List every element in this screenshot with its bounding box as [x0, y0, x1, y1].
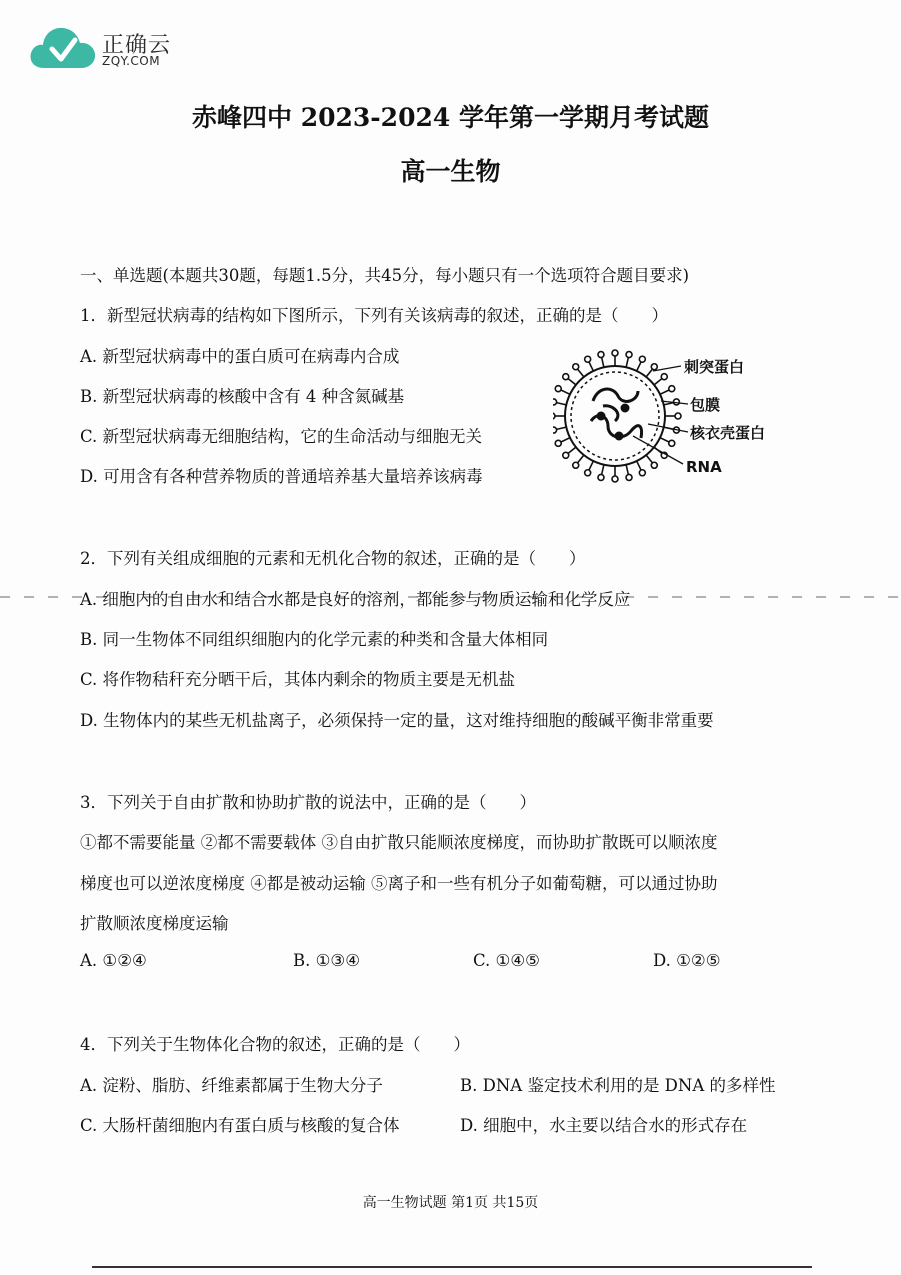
- spike: [561, 390, 570, 394]
- label-capsid-protein: 核衣壳蛋白: [690, 424, 766, 442]
- spike-head: [573, 364, 579, 370]
- spike: [660, 390, 669, 394]
- q3-option-c: C. ①④⑤: [473, 951, 540, 970]
- q3-stem: 3．下列关于自由扩散和协助扩散的说法中，正确的是（ ）: [80, 793, 536, 812]
- q3-option-b: B. ①③④: [293, 951, 360, 970]
- spike: [660, 438, 669, 442]
- spike-head: [639, 356, 645, 362]
- spike: [626, 465, 628, 475]
- q1-option-a: A. 新型冠状病毒中的蛋白质可在病毒内合成: [80, 347, 400, 366]
- q2-option-c: C. 将作物秸秆充分晒干后，其体内剩余的物质主要是无机盐: [80, 670, 516, 689]
- envelope-inner: [571, 372, 659, 460]
- spike-head: [612, 350, 618, 356]
- spike: [589, 461, 593, 470]
- spike: [561, 438, 570, 442]
- q1-stem: 1．新型冠状病毒的结构如下图所示，下列有关该病毒的叙述，正确的是（ ）: [80, 306, 668, 325]
- spike-head: [626, 474, 632, 480]
- q3-body-line-2: 梯度也可以逆浓度梯度 ④都是被动运输 ⑤离子和一些有机分子如葡萄糖，可以通过协助: [80, 874, 718, 893]
- spike-head: [553, 413, 555, 419]
- spike: [637, 362, 641, 371]
- rna-coil: [591, 389, 642, 439]
- spike-head: [598, 474, 604, 480]
- spike: [568, 379, 576, 385]
- q1-option-b: B. 新型冠状病毒的核酸中含有 4 种含氮碱基: [80, 387, 405, 406]
- spike-head: [626, 352, 632, 358]
- spike: [557, 403, 567, 405]
- spike-head: [669, 440, 675, 446]
- q4-option-a: A. 淀粉、脂肪、纤维素都属于生物大分子: [80, 1076, 383, 1095]
- label-spike-protein: 刺突蛋白: [684, 358, 745, 376]
- exam-subject: 高一生物: [400, 157, 501, 186]
- virus-structure-figure: [553, 346, 803, 486]
- spike-head: [585, 356, 591, 362]
- spike: [568, 447, 576, 453]
- spike: [654, 379, 662, 385]
- spike-head: [651, 364, 657, 370]
- bottom-rule: [92, 1266, 812, 1268]
- brand-name-cn: 正确云: [102, 33, 172, 58]
- cloud-check-icon: [28, 22, 98, 72]
- spike-head: [661, 374, 667, 380]
- spike-head: [555, 386, 561, 392]
- spike-head: [651, 462, 657, 468]
- spike-head: [612, 476, 618, 482]
- q4-option-c: C. 大肠杆菌细胞内有蛋白质与核酸的复合体: [80, 1116, 400, 1135]
- spike-head: [675, 413, 681, 419]
- spike-head: [639, 470, 645, 476]
- exam-title: 赤峰四中 2023-2024 学年第一学期月考试题: [192, 103, 709, 132]
- spike: [637, 461, 641, 470]
- spike-head: [573, 462, 579, 468]
- spike: [578, 455, 584, 463]
- spike: [626, 358, 628, 368]
- spike: [557, 427, 567, 429]
- spike: [646, 455, 652, 463]
- q2-option-d: D. 生物体内的某些无机盐离子，必须保持一定的量，这对维持细胞的酸碱平衡非常重要: [80, 711, 714, 730]
- label-envelope: 包膜: [690, 396, 721, 414]
- spike-head: [553, 427, 557, 433]
- page-footer: 高一生物试题 第1页 共15页: [362, 1195, 539, 1211]
- q3-body-line-1: ①都不需要能量 ②都不需要载体 ③自由扩散只能顺浓度梯度，而协助扩散既可以顺浓度: [80, 833, 718, 852]
- q2-option-a: A. 细胞内的自由水和结合水都是良好的溶剂，都能参与物质运输和化学反应: [80, 590, 631, 609]
- spike: [602, 465, 604, 475]
- spike-head: [598, 352, 604, 358]
- brand-name-en: ZQY.COM: [102, 54, 161, 68]
- q3-option-d: D. ①②⑤: [653, 951, 721, 970]
- spike-head: [553, 399, 557, 405]
- spike: [664, 403, 674, 405]
- pointer-capsid: [648, 424, 688, 432]
- spike: [589, 362, 593, 371]
- q1-option-d: D. 可用含有各种营养物质的普通培养基大量培养该病毒: [80, 467, 483, 486]
- spike-head: [585, 470, 591, 476]
- spike: [646, 369, 652, 377]
- q2-stem: 2．下列有关组成细胞的元素和无机化合物的叙述，正确的是（ ）: [80, 549, 586, 568]
- section-heading: 一、单选题(本题共30题，每题1.5分，共45分，每小题只有一个选项符合题目要求): [80, 266, 690, 285]
- q3-option-a: A. ①②④: [80, 951, 147, 970]
- envelope-outer: [565, 366, 665, 466]
- spike-head: [669, 386, 675, 392]
- q4-stem: 4．下列关于生物体化合物的叙述，正确的是（ ）: [80, 1035, 470, 1054]
- spike-head: [563, 452, 569, 458]
- spike: [602, 358, 604, 368]
- label-rna: RNA: [686, 458, 722, 476]
- q3-body-line-3: 扩散顺浓度梯度运输: [80, 914, 229, 933]
- spike-head: [555, 440, 561, 446]
- q2-option-b: B. 同一生物体不同组织细胞内的化学元素的种类和含量大体相同: [80, 630, 549, 649]
- q4-option-b: B. DNA 鉴定技术利用的是 DNA 的多样性: [460, 1076, 776, 1095]
- q1-option-c: C. 新型冠状病毒无细胞结构，它的生命活动与细胞无关: [80, 427, 483, 446]
- spike: [578, 369, 584, 377]
- brand-logo: [28, 22, 188, 78]
- q4-option-d: D. 细胞中，水主要以结合水的形式存在: [460, 1116, 748, 1135]
- spike-head: [563, 374, 569, 380]
